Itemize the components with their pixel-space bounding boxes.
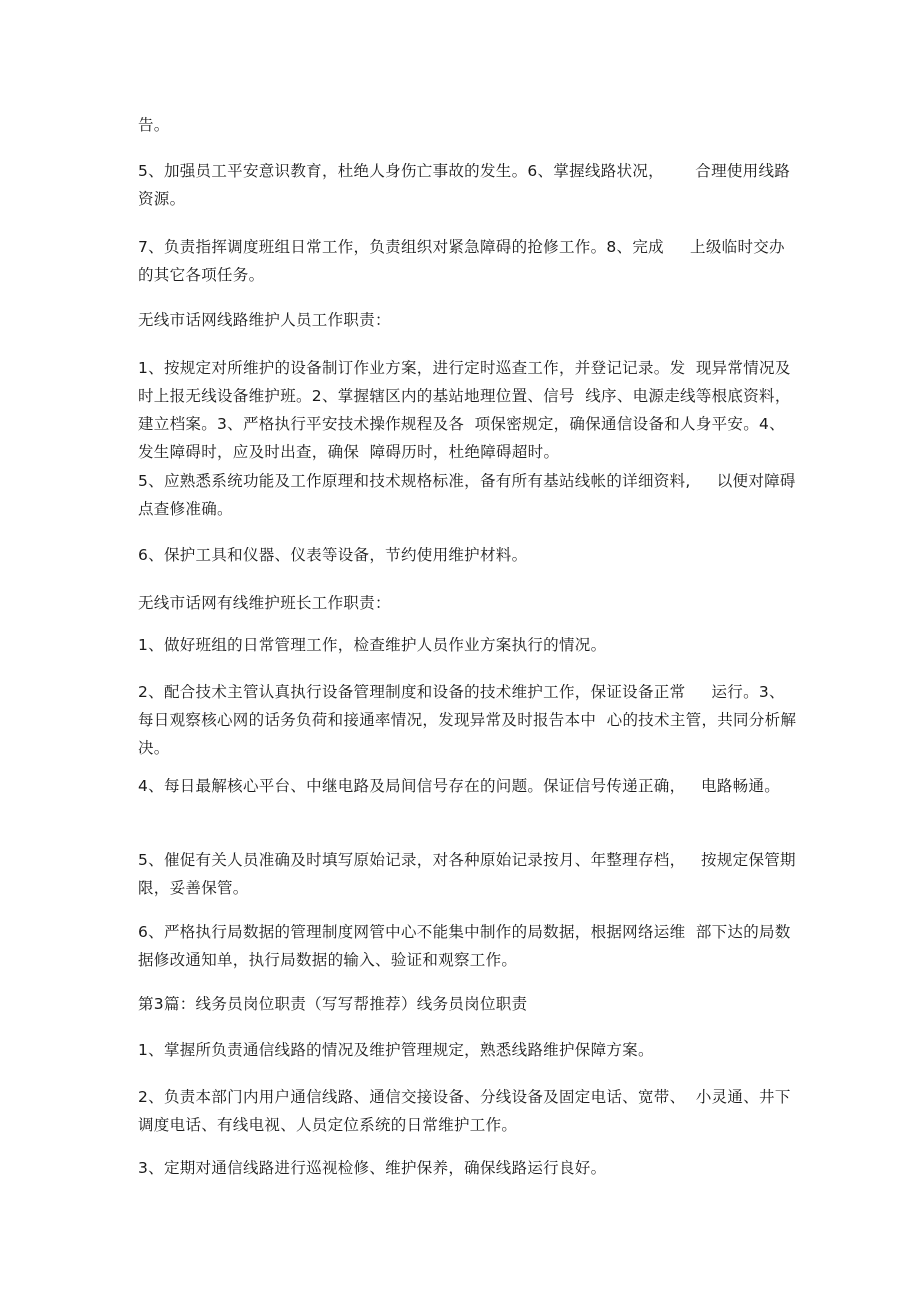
paragraph-original-records: 5、催促有关人员准确及时填写原始记录，对各种原始记录按月、年整理存档， 按规定保管期限，妥善保管。	[138, 851, 796, 897]
paragraph-inspection-duties: 1、按规定对所维护的设备制订作业方案，进行定时巡查工作，并登记记录。发 现异常情况及时上报无线设备维护班。2、掌握辖区内的基站地理位置、信号 线序、电源走线等根底资料，建立档案。3、严格执行平安技术操作规程及各 项保密规定，确保通信设备和人身平安。4、发生障碍时，应及时出查，确保 障碍历时，杜绝障碍超时。	[138, 359, 791, 461]
section-heading-wired-team-leader: 无线市话网有线维护班长工作职责：	[138, 594, 391, 612]
paragraph-team-management: 1、做好班组的日常管理工作，检查维护人员作业方案执行的情况。	[138, 636, 607, 654]
paragraph-office-data: 6、严格执行局数据的管理制度网管中心不能集中制作的局数据，根据网络运维 部下达的局数据修改通知单，执行局数据的输入、验证和观察工作。	[138, 923, 791, 969]
paragraph-gao-ending: 告。	[138, 116, 170, 134]
paragraph-core-platform: 4、每日最解核心平台、中继电路及局间信号存在的问题。保证信号传递正确， 电路畅通。	[138, 777, 781, 795]
paragraph-line-status: 1、掌握所负责通信线路的情况及维护管理规定，熟悉线路维护保障方案。	[138, 1041, 654, 1059]
paragraph-safety-education: 5、加强员工平安意识教育，杜绝人身伤亡事故的发生。6、掌握线路状况， 合理使用线路资源。	[138, 162, 791, 208]
section-heading-line-maintenance-staff: 无线市话网线路维护人员工作职责：	[138, 311, 391, 329]
paragraph-dispatch-team: 7、负责指挥调度班组日常工作，负责组织对紧急障碍的抢修工作。8、完成 上级临时交办的其它各项任务。	[138, 238, 785, 284]
paragraph-tool-protection: 6、保护工具和仪器、仪表等设备，节约使用维护材料。	[138, 546, 528, 564]
paragraph-system-knowledge: 5、应熟悉系统功能及工作原理和技术规格标准，备有所有基站线帐的详细资料, 以便对障碍点查修准确。	[138, 472, 796, 518]
section-heading-lineman-duties: 第3篇：线务员岗位职责（写写帮推荐）线务员岗位职责	[138, 995, 528, 1013]
paragraph-technical-cooperation: 2、配合技术主管认真执行设备管理制度和设备的技术维护工作，保证设备正常 运行。3、每日观察核心网的话务负荷和接通率情况，发现异常及时报告本中 心的技术主管，共同分析解决。	[138, 683, 797, 757]
paragraph-periodic-inspection: 3、定期对通信线路进行巡视检修、维护保养，确保线路运行良好。	[138, 1159, 607, 1177]
paragraph-department-maintenance: 2、负责本部门内用户通信线路、通信交接设备、分线设备及固定电话、宽带、 小灵通、井下调度电话、有线电视、人员定位系统的日常维护工作。	[138, 1088, 791, 1134]
